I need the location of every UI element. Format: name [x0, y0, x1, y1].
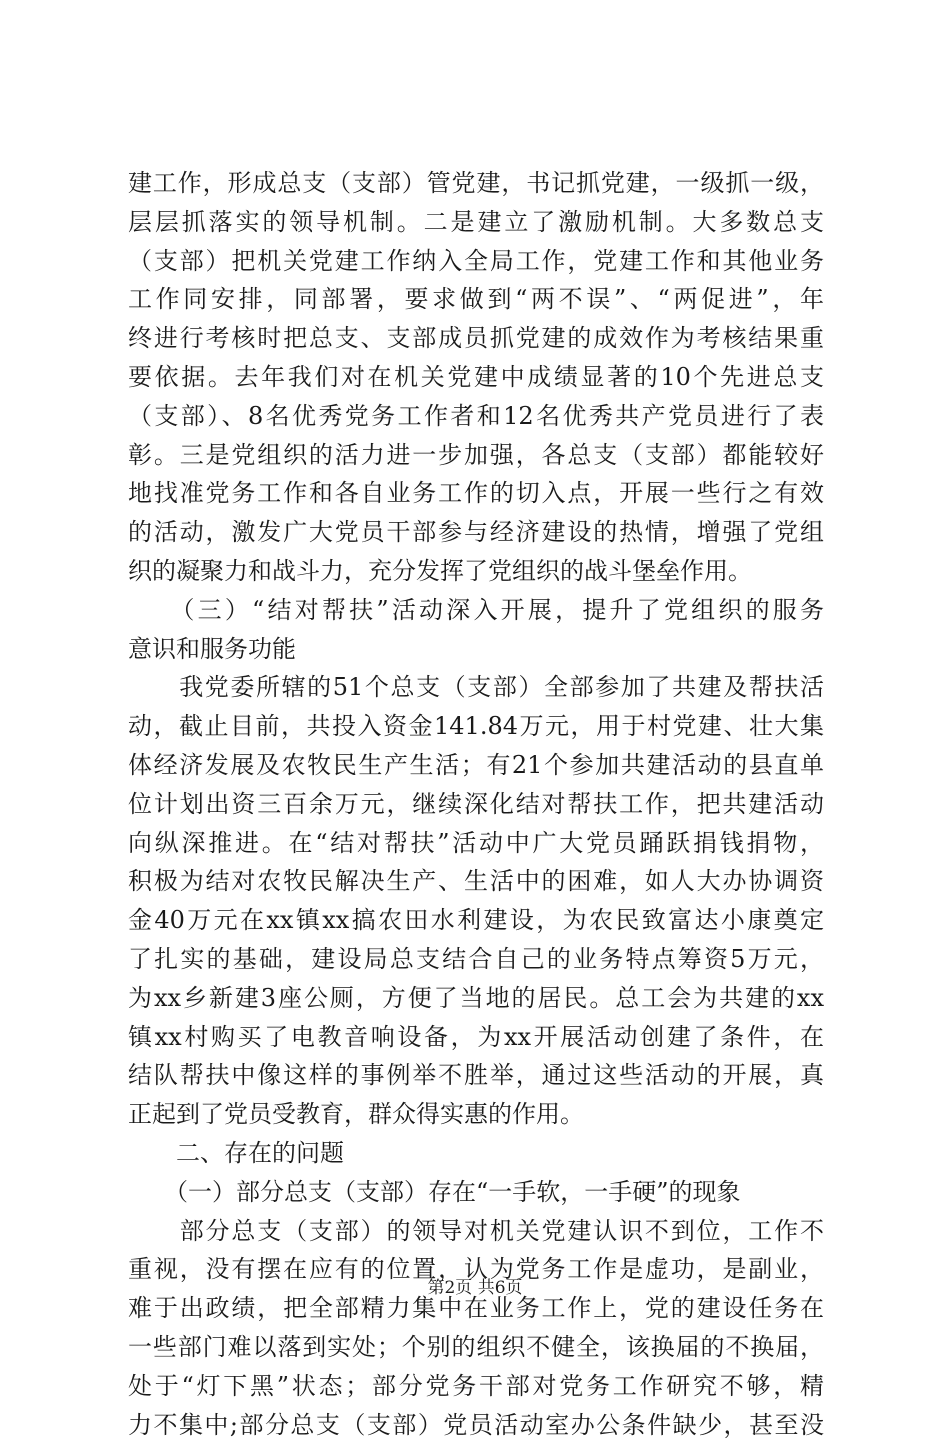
- text-line: 了扎实的基础，建设局总支结合自己的业务特点筹资5万元，: [128, 940, 824, 979]
- text-line: 终进行考核时把总支、支部成员抓党建的成效作为考核结果重: [128, 319, 824, 358]
- text-line: 体经济发展及农牧民生产生活；有21个参加共建活动的县直单: [128, 746, 824, 785]
- document-body: [128, 164, 824, 1444]
- page-footer: 第2页 共6页: [0, 1273, 950, 1298]
- text-line: 的活动，激发广大党员干部参与经济建设的热情，增强了党组: [128, 513, 824, 552]
- text-line: （支部）把机关党建工作纳入全局工作，党建工作和其他业务: [128, 242, 824, 281]
- text-line: 向纵深推进。在“结对帮扶”活动中广大党员踊跃捐钱捐物，: [128, 824, 824, 863]
- text-line: 难于出政绩，把全部精力集中在业务工作上，党的建设任务在: [128, 1289, 824, 1328]
- text-line: （三）“结对帮扶”活动深入开展，提升了党组织的服务: [128, 591, 824, 630]
- text-line: 层层抓落实的领导机制。二是建立了激励机制。大多数总支: [128, 203, 824, 242]
- text-line: 部分总支（支部）的领导对机关党建认识不到位，工作不: [128, 1212, 824, 1251]
- text-line: 金40万元在xx镇xx搞农田水利建设，为农民致富达小康奠定: [128, 901, 824, 940]
- text-line: 地找准党务工作和各自业务工作的切入点，开展一些行之有效: [128, 474, 824, 513]
- text-line: 我党委所辖的51个总支（支部）全部参加了共建及帮扶活: [128, 668, 824, 707]
- text-line: 建工作，形成总支（支部）管党建，书记抓党建，一级抓一级，: [128, 164, 824, 203]
- text-line: 镇xx村购买了电教音响设备，为xx开展活动创建了条件，在: [128, 1018, 824, 1057]
- text-line: 要依据。去年我们对在机关党建中成绩显著的10个先进总支: [128, 358, 824, 397]
- text-line: 织的凝聚力和战斗力，充分发挥了党组织的战斗堡垒作用。: [128, 552, 824, 591]
- text-line: （一）部分总支（支部）存在“一手软，一手硬”的现象: [128, 1173, 824, 1212]
- text-line: 处于“灯下黑”状态；部分党务干部对党务工作研究不够，精: [128, 1367, 824, 1406]
- text-line: 力不集中;部分总支（支部）党员活动室办公条件缺少，甚至没: [128, 1406, 824, 1444]
- text-line: 积极为结对农牧民解决生产、生活中的困难，如人大办协调资: [128, 862, 824, 901]
- text-line: 结队帮扶中像这样的事例举不胜举，通过这些活动的开展，真: [128, 1056, 824, 1095]
- text-line: 工作同安排，同部署，要求做到“两不误”、“两促进”，年: [128, 280, 824, 319]
- text-line: （支部）、8名优秀党务工作者和12名优秀共产党员进行了表: [128, 397, 824, 436]
- text-line: 正起到了党员受教育，群众得实惠的作用。: [128, 1095, 824, 1134]
- text-line: 意识和服务功能: [128, 630, 824, 669]
- text-line: 二、存在的问题: [128, 1134, 824, 1173]
- text-line: 彰。三是党组织的活力进一步加强，各总支（支部）都能较好: [128, 436, 824, 475]
- text-line: 位计划出资三百余万元，继续深化结对帮扶工作，把共建活动: [128, 785, 824, 824]
- text-line: 动，截止目前，共投入资金141.84万元，用于村党建、壮大集: [128, 707, 824, 746]
- text-line: 为xx乡新建3座公厕，方便了当地的居民。总工会为共建的xx: [128, 979, 824, 1018]
- text-line: 重视，没有摆在应有的位置，认为党务工作是虚功，是副业，: [128, 1250, 824, 1289]
- text-line: 一些部门难以落到实处；个别的组织不健全，该换届的不换届，: [128, 1328, 824, 1367]
